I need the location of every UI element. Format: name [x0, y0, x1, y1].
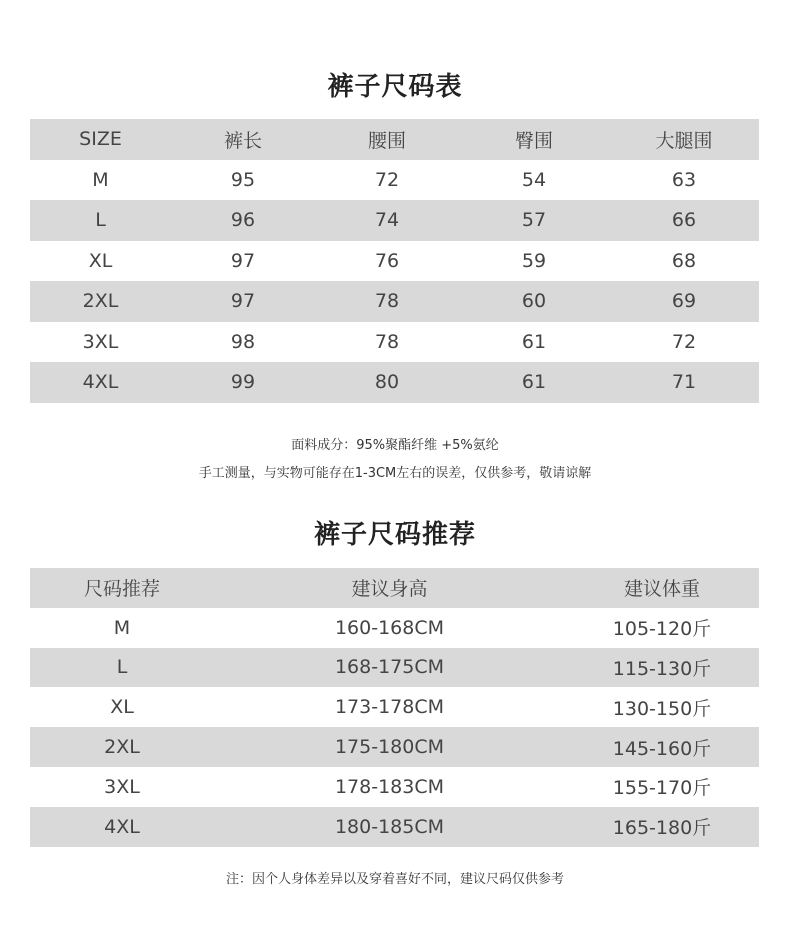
- table-row: [30, 160, 759, 201]
- table-cell: 76: [374, 249, 400, 272]
- table-row: [30, 727, 759, 767]
- table-row: [30, 322, 759, 363]
- table-row: [30, 687, 759, 727]
- header-cell: 裤长: [171, 119, 315, 160]
- table-cell: 3XL: [82, 330, 119, 353]
- table-cell: 4XL: [30, 362, 171, 403]
- measure-note: 手工测量，与实物可能存在1-3CM左右的误差，仅供参考，敬请谅解: [198, 466, 592, 481]
- table-cell: 63: [671, 168, 697, 191]
- table-cell: 4XL: [30, 807, 214, 847]
- table-cell: 95: [230, 168, 256, 191]
- table-cell: XL: [88, 249, 113, 272]
- header-cell: 腰围: [315, 119, 459, 160]
- header-cell: 建议体重: [565, 568, 759, 608]
- table-cell: 160-168CM: [334, 616, 445, 639]
- header-cell: 建议身高: [214, 568, 565, 608]
- header-cell: 臀围: [459, 119, 609, 160]
- table-cell: 145-160斤: [565, 727, 759, 767]
- table-cell: 105-120斤: [612, 618, 712, 641]
- header-cell: SIZE: [30, 119, 171, 160]
- table-cell: 72: [671, 330, 697, 353]
- table-row: [30, 648, 759, 688]
- table-cell: 54: [521, 168, 547, 191]
- recommend-footnote: 注：因个人身体差异以及穿着喜好不同，建议尺码仅供参考: [225, 872, 564, 887]
- table-row: [30, 807, 759, 847]
- table-cell: 71: [609, 362, 759, 403]
- size-chart-title: 裤子尺码表: [327, 72, 463, 102]
- table-cell: 98: [230, 330, 256, 353]
- table-row: [30, 241, 759, 282]
- table-cell: 173-178CM: [334, 696, 445, 719]
- table-cell: 61: [459, 362, 609, 403]
- table-cell: 74: [315, 200, 459, 241]
- table-cell: 72: [374, 168, 400, 191]
- size-chart-table: [30, 119, 759, 403]
- table-cell: L: [30, 200, 171, 241]
- table-row: [30, 281, 759, 322]
- table-cell: 78: [315, 281, 459, 322]
- table-cell: XL: [110, 696, 134, 719]
- table-cell: 59: [521, 249, 547, 272]
- table-cell: 66: [609, 200, 759, 241]
- table-cell: 180-185CM: [214, 807, 565, 847]
- table-row: [30, 608, 759, 648]
- table-cell: 115-130斤: [565, 648, 759, 688]
- table-cell: 57: [459, 200, 609, 241]
- table-cell: M: [113, 616, 131, 639]
- table-cell: 99: [171, 362, 315, 403]
- table-cell: 68: [671, 249, 697, 272]
- fabric-note: 面料成分：95%聚酯纤维 +5%氨纶: [291, 438, 499, 453]
- table-cell: 97: [230, 249, 256, 272]
- table-cell: 97: [171, 281, 315, 322]
- size-recommend-title: 裤子尺码推荐: [313, 520, 476, 550]
- table-cell: 2XL: [30, 281, 171, 322]
- table-header-row: [30, 568, 759, 608]
- table-cell: 165-180斤: [565, 807, 759, 847]
- size-recommend-table: [30, 568, 759, 847]
- table-cell: 78: [374, 330, 400, 353]
- table-row: [30, 362, 759, 403]
- table-cell: L: [30, 648, 214, 688]
- table-cell: 96: [171, 200, 315, 241]
- table-header-row: [30, 119, 759, 160]
- table-cell: 80: [315, 362, 459, 403]
- table-cell: 168-175CM: [214, 648, 565, 688]
- table-cell: 3XL: [104, 775, 140, 798]
- table-cell: 2XL: [30, 727, 214, 767]
- table-cell: 178-183CM: [334, 775, 445, 798]
- header-cell: 尺码推荐: [30, 568, 214, 608]
- table-cell: 60: [459, 281, 609, 322]
- table-row: [30, 200, 759, 241]
- table-cell: 130-150斤: [612, 697, 712, 720]
- table-cell: 175-180CM: [214, 727, 565, 767]
- table-row: [30, 767, 759, 807]
- table-cell: M: [92, 168, 109, 191]
- table-cell: 155-170斤: [612, 777, 712, 800]
- table-cell: 69: [609, 281, 759, 322]
- header-cell: 大腿围: [609, 119, 759, 160]
- table-cell: 61: [521, 330, 547, 353]
